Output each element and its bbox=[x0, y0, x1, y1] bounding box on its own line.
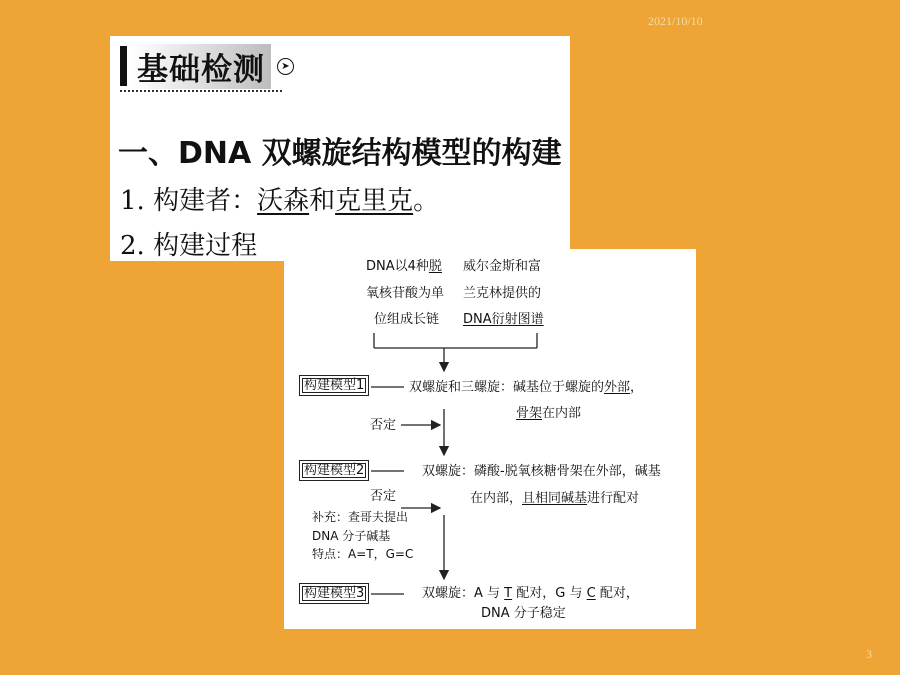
source-right-line2: 兰克林提供的 bbox=[463, 286, 542, 301]
negate-label-2: 否定 bbox=[370, 489, 397, 504]
dotted-divider bbox=[120, 90, 282, 92]
builders-suffix: 。 bbox=[413, 186, 440, 216]
builder-crick: 克里克 bbox=[335, 186, 414, 216]
model2-desc-line1: 双螺旋：磷酸-脱氧核糖骨架在外部，碱基 bbox=[422, 464, 661, 479]
supplement-line1: 补充：查哥夫提出 bbox=[312, 510, 409, 524]
section-header bbox=[120, 44, 294, 88]
process-label: 2. 构建过程 bbox=[120, 231, 258, 261]
model1-desc-line1: 双螺旋和三螺旋：碱基位于螺旋的外部， bbox=[409, 380, 644, 395]
builders-and: 和 bbox=[309, 186, 336, 216]
process-diagram bbox=[284, 249, 696, 629]
date-stamp: 2021/10/10 bbox=[648, 14, 703, 28]
source-right-line3: DNA衍射图谱 bbox=[463, 312, 544, 327]
model3-box: 构建模型3 bbox=[299, 583, 369, 604]
model2-box: 构建模型2 bbox=[299, 460, 369, 481]
source-right-line1: 威尔金斯和富 bbox=[463, 259, 542, 274]
source-left-line1: DNA以4种脱 bbox=[366, 259, 442, 274]
diagram-lines bbox=[284, 249, 696, 629]
model3-desc-line2: DNA 分子稳定 bbox=[481, 606, 566, 621]
builder-watson: 沃森 bbox=[257, 186, 310, 216]
model3-desc-line1: 双螺旋：A 与 T 配对，G 与 C 配对， bbox=[422, 586, 639, 601]
source-left-line2: 氧核苷酸为单 bbox=[366, 286, 445, 301]
model2-desc-line2: 在内部，且相同碱基进行配对 bbox=[470, 491, 640, 506]
builders-prefix: 1. 构建者： bbox=[120, 186, 258, 216]
builders-line bbox=[120, 180, 439, 217]
page-heading: 一、DNA 双螺旋结构模型的构建 bbox=[118, 136, 562, 171]
intro-card bbox=[110, 36, 570, 261]
supplement-line2: DNA 分子碱基 bbox=[312, 529, 391, 543]
model1-desc-line2: 骨架在内部 bbox=[516, 406, 582, 421]
section-title: 基础检测 bbox=[131, 44, 271, 89]
section-bar bbox=[120, 46, 127, 86]
supplement-line3: 特点：A=T，G=C bbox=[312, 547, 414, 561]
negate-label-1: 否定 bbox=[370, 418, 397, 433]
arrow-right-icon: ➤ bbox=[277, 58, 294, 75]
model1-box: 构建模型1 bbox=[299, 375, 369, 396]
page-number: 3 bbox=[866, 647, 872, 661]
source-left-line3: 位组成长链 bbox=[374, 312, 440, 327]
